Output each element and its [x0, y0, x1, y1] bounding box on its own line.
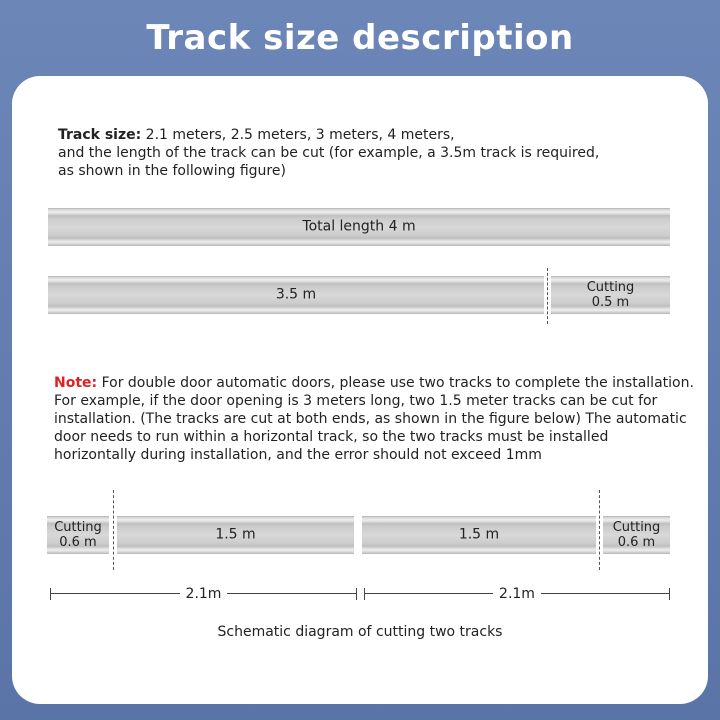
left-cut-line2: 0.6 m	[59, 535, 97, 550]
dimension-right-label: 2.1m	[493, 586, 541, 602]
track-size-label: Track size:	[58, 127, 142, 143]
track-total-label: Total length 4 m	[302, 218, 416, 235]
track-size-paragraph	[58, 126, 658, 180]
track-size-line1: 2.1 meters, 2.5 meters, 3 meters, 4 meters,	[141, 127, 455, 143]
dimension-right-tick-end	[669, 588, 670, 600]
left-track-label: 1.5 m	[215, 526, 256, 543]
track-cut-label	[551, 280, 670, 310]
track-size-line3: as shown in the following figure)	[58, 163, 286, 179]
dimension-right-tick-start	[364, 588, 365, 600]
dimension-left	[50, 586, 357, 602]
note-paragraph	[54, 374, 694, 464]
track-size-line2: and the length of the track can be cut (for example, a 3.5m track is required,	[58, 145, 600, 161]
cut-label-line1: Cutting	[586, 280, 635, 295]
cut-line	[547, 268, 548, 324]
right-track-label: 1.5 m	[458, 526, 500, 543]
right-cut-line2: 0.6 m	[617, 535, 656, 550]
dimension-left-label: 2.1m	[180, 586, 228, 602]
track-kept-label: 3.5 m	[275, 286, 317, 303]
left-cut-line1: Cutting	[54, 520, 102, 535]
cut-label-line2: 0.5 m	[591, 295, 630, 310]
page-title: Track size description	[146, 18, 574, 58]
right-cut-segment	[603, 516, 670, 554]
track-cut-segment	[551, 276, 670, 314]
dimension-left-tick-end	[356, 588, 357, 600]
right-cut-line1: Cutting	[612, 520, 661, 535]
left-cut-label	[47, 520, 109, 550]
left-cut-line	[113, 490, 114, 570]
content-card	[12, 76, 708, 704]
track-kept-segment	[48, 276, 544, 314]
figure-caption: Schematic diagram of cutting two tracks	[217, 624, 503, 640]
right-cut-label	[603, 520, 670, 550]
dimension-right	[364, 586, 670, 602]
dimension-left-tick-start	[50, 588, 51, 600]
track-total	[48, 208, 670, 246]
note-label: Note:	[54, 375, 98, 391]
right-track-segment	[362, 516, 596, 554]
right-cut-line	[599, 490, 600, 570]
note-text: For double door automatic doors, please use two tracks to complete the installation. For example, if the door opening is 3 meters long, two 1.5 meter tracks can be cut for installation. (The tracks are cut at both ends, as shown in the figure below) The automatic door needs to run within a horizontal track, so the two tracks must be installed horizontally during installation, and the error should not exceed 1mm	[54, 375, 694, 463]
left-track-segment	[117, 516, 354, 554]
left-cut-segment	[47, 516, 109, 554]
